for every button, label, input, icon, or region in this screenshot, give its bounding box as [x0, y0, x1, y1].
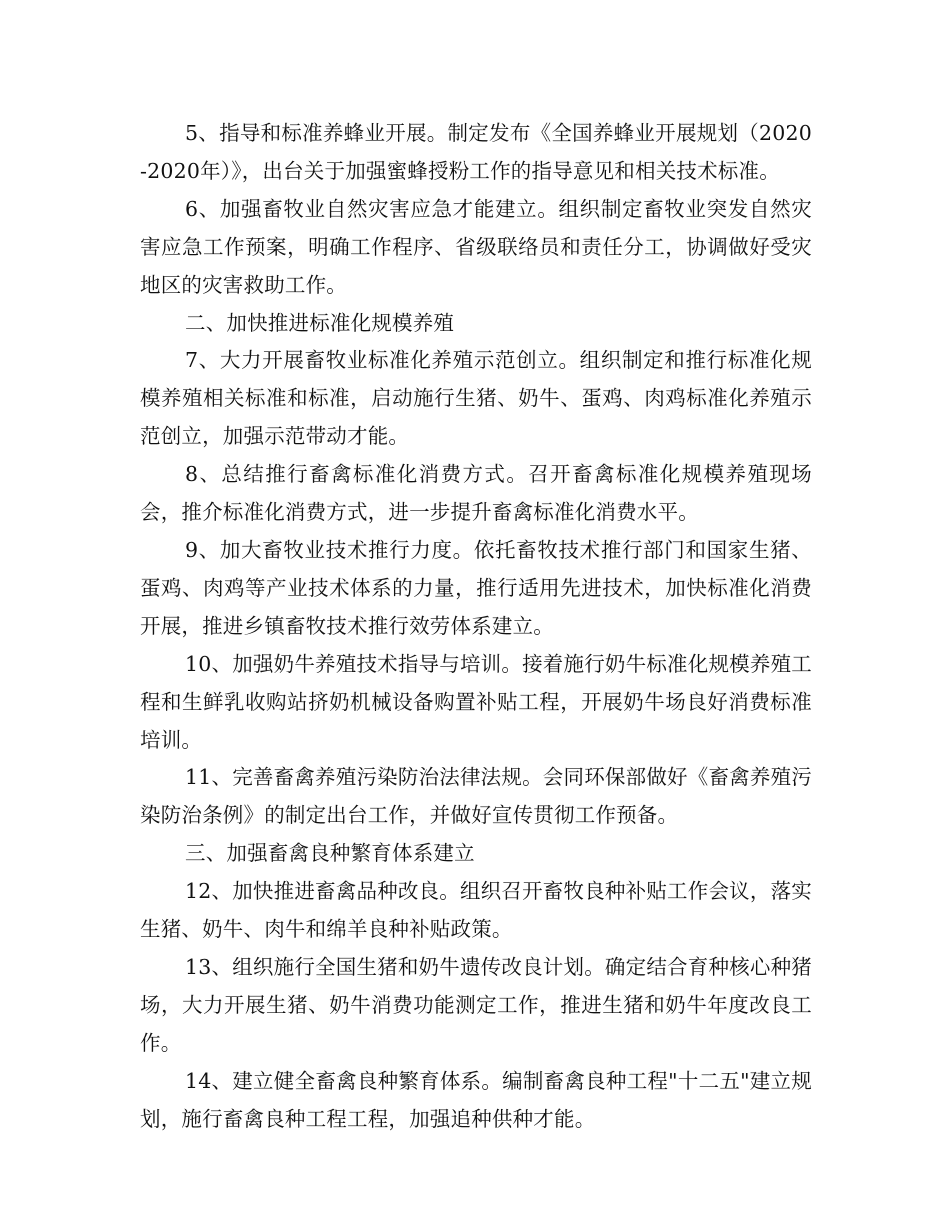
paragraph-item-8: 8、总结推行畜禽标准化消费方式。召开畜禽标准化规模养殖现场会，推介标准化消费方式，进一步提升畜禽标准化消费水平。 [140, 462, 812, 525]
paragraph-item-7: 7、大力开展畜牧业标准化养殖示范创立。组织制定和推行标准化规模养殖相关标准和标准，启动施行生猪、奶牛、蛋鸡、肉鸡标准化养殖示范创立，加强示范带动才能。 [140, 348, 812, 449]
section-heading-2: 二、加快推进标准化规模养殖 [185, 310, 455, 335]
paragraph-item-12: 12、加快推进畜禽品种改良。组织召开畜牧良种补贴工作会议，落实生猪、奶牛、肉牛和绵羊良种补贴政策。 [140, 879, 812, 942]
paragraph-item-5: 5、指导和标准养蜂业开展。制定发布《全国养蜂业开展规划（2020-2020年）》，出台关于加强蜜蜂授粉工作的指导意见和相关技术标准。 [140, 121, 812, 183]
paragraph-item-6: 6、加强畜牧业自然灾害应急才能建立。组织制定畜牧业突发自然灾害应急工作预案，明确工作程序、省级联络员和责任分工，协调做好受灾地区的灾害救助工作。 [140, 196, 812, 297]
section-heading-3: 三、加强畜禽良种繁育体系建立 [185, 841, 475, 866]
paragraph-item-14: 14、建立健全畜禽良种繁育体系。编制畜禽良种工程"十二五"建立规划，施行畜禽良种工程工程，加强追种供种才能。 [140, 1068, 812, 1131]
paragraph-item-9: 9、加大畜牧业技术推行力度。依托畜牧技术推行部门和国家生猪、蛋鸡、肉鸡等产业技术体系的力量，推行适用先进技术，加快标准化消费开展，推进乡镇畜牧技术推行效劳体系建立。 [140, 537, 812, 638]
paragraph-item-11: 11、完善畜禽养殖污染防治法律法规。会同环保部做好《畜禽养殖污染防治条例》的制定出台工作，并做好宣传贯彻工作预备。 [140, 765, 812, 828]
paragraph-item-10: 10、加强奶牛养殖技术指导与培训。接着施行奶牛标准化规模养殖工程和生鲜乳收购站挤奶机械设备购置补贴工程，开展奶牛场良好消费标准培训。 [140, 651, 812, 752]
document-body [140, 115, 812, 1138]
paragraph-item-13: 13、组织施行全国生猪和奶牛遗传改良计划。确定结合育种核心种猪场，大力开展生猪、奶牛消费功能测定工作，推进生猪和奶牛年度改良工作。 [140, 954, 812, 1055]
